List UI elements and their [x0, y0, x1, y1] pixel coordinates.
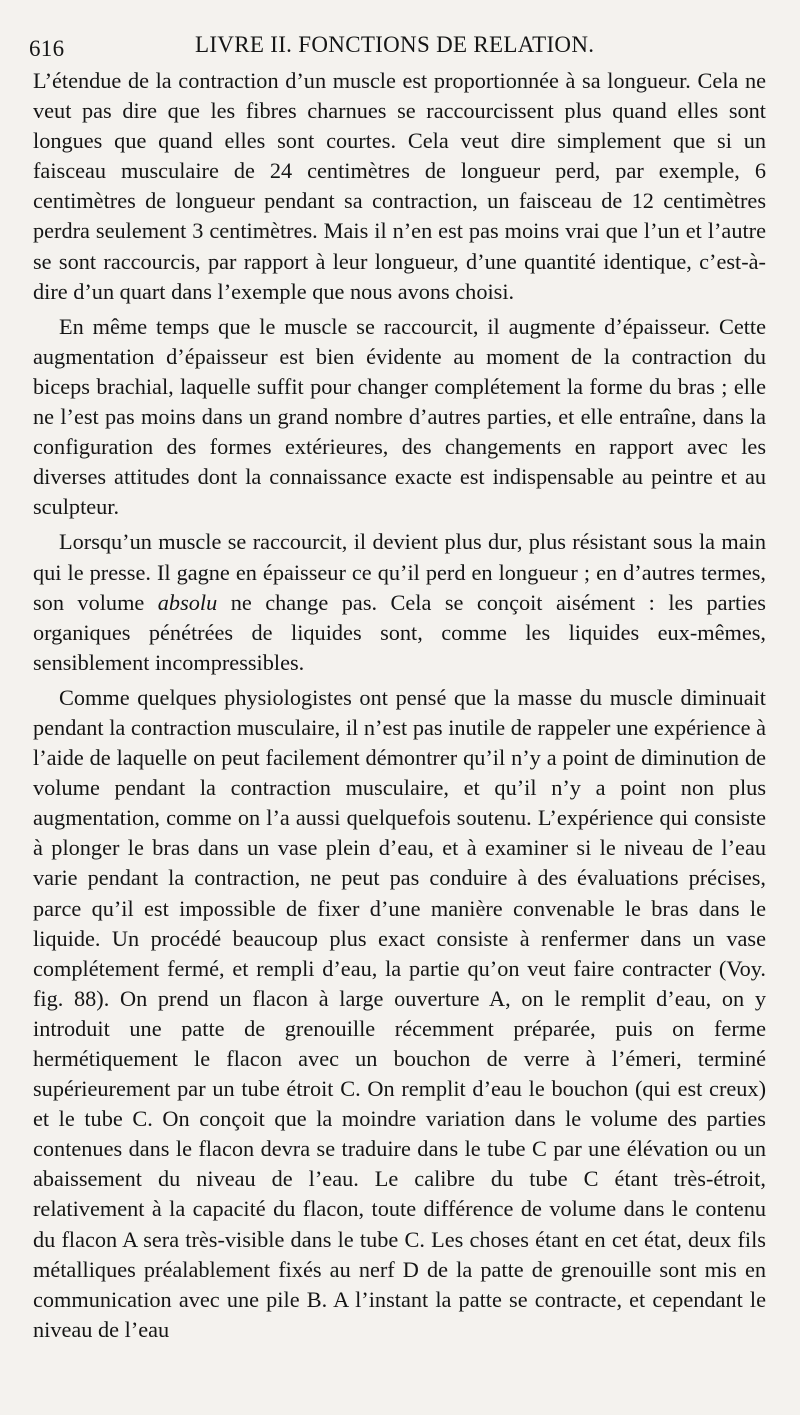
- paragraph: En même temps que le muscle se raccourcit, il augmente d’épaisseur. Cette augmentation d’épaisseur est bien évidente au moment de la contraction du biceps brachial, laquelle suffit pour changer complétement la forme du bras ; elle ne l’est pas moins dans un grand nombre d’autres parties, et elle entraîne, dans la configuration des formes extérieures, des changements en rapport avec les diverses attitudes dont la connaissance exacte est indispensable au peintre et au sculpteur.: [33, 313, 766, 520]
- body-text: [33, 66, 766, 1345]
- paragraph-text: Lorsqu’un muscle se raccourcit, il devient plus dur, plus résistant sous la main qui le presse. Il gagne en épaisseur ce qu’il perd en longueur ; en d’autres termes, son volume: [33, 529, 766, 615]
- paragraph: L’étendue de la contraction d’un muscle est proportionnée à sa longueur. Cela ne veut pas dire que les fibres charnues se raccourcissent plus quand elles sont longues que quand elles sont courtes. Cela veut dire simplement que si un faisceau musculaire de 24 centimètres de longueur perd, par exemple, 6 centimètres de longueur pendant sa contraction, un faisceau de 12 centimètres perdra seulement 3 centimètres. Mais il n’en est pas moins vrai que l’un et l’autre se sont raccourcis, par rapport à leur longueur, d’une quantité identique, c’est-à-dire d’un quart dans l’exemple que nous avons choisi.: [33, 68, 766, 304]
- page-number: 616: [29, 36, 65, 61]
- emphasized-word: absolu: [157, 589, 218, 615]
- paragraph: [33, 527, 766, 677]
- page-header: [29, 26, 766, 66]
- paragraph: Comme quelques physiologistes ont pensé que la masse du muscle diminuait pendant la contraction musculaire, il n’est pas inutile de rappeler une expérience à l’aide de laquelle on peut facilement démontrer qu’il n’y a point de diminution de volume pendant la contraction musculaire, et qu’il n’y a point non plus augmentation, comme on l’a aussi quelquefois soutenu. L’expérience qui consiste à plonger le bras dans un vase plein d’eau, et à examiner si le niveau de l’eau varie pendant la contraction, ne peut pas conduire à des évaluations précises, parce qu’il est impossible de fixer d’une manière convenable le bras dans le liquide. Un procédé beaucoup plus exact consiste à renfermer dans un vase complétement fermé, et rempli d’eau, la partie qu’on veut faire contracter (Voy. fig. 88). On prend un flacon à large ouverture A, on le remplit d’eau, on y introduit une patte de grenouille récemment préparée, puis on ferme hermétiquement le flacon avec un bouchon de verre à l’émeri, terminé supérieurement par un tube étroit C. On remplit d’eau le bouchon (qui est creux) et le tube C. On conçoit que la moindre variation dans le volume des parties contenues dans le flacon devra se traduire dans le tube C par une élévation ou un abaissement du niveau de l’eau. Le calibre du tube C étant très-étroit, relativement à la capacité du flacon, toute différence de volume dans le contenu du flacon A sera très-visible dans le tube C. Les choses étant en cet état, deux fils métalliques préalablement fixés au nerf D de la patte de grenouille sont mis en communication avec une pile B. A l’instant la patte se contracte, et cependant le niveau de l’eau: [33, 684, 766, 1342]
- paragraph-text: ne change pas. Cela se conçoit aisément : les parties organiques pénétrées de liquides sont, comme les liquides eux-mêmes, sensiblement incompressibles.: [33, 589, 766, 675]
- running-head: LIVRE II. FONCTIONS DE RELATION.: [195, 32, 595, 57]
